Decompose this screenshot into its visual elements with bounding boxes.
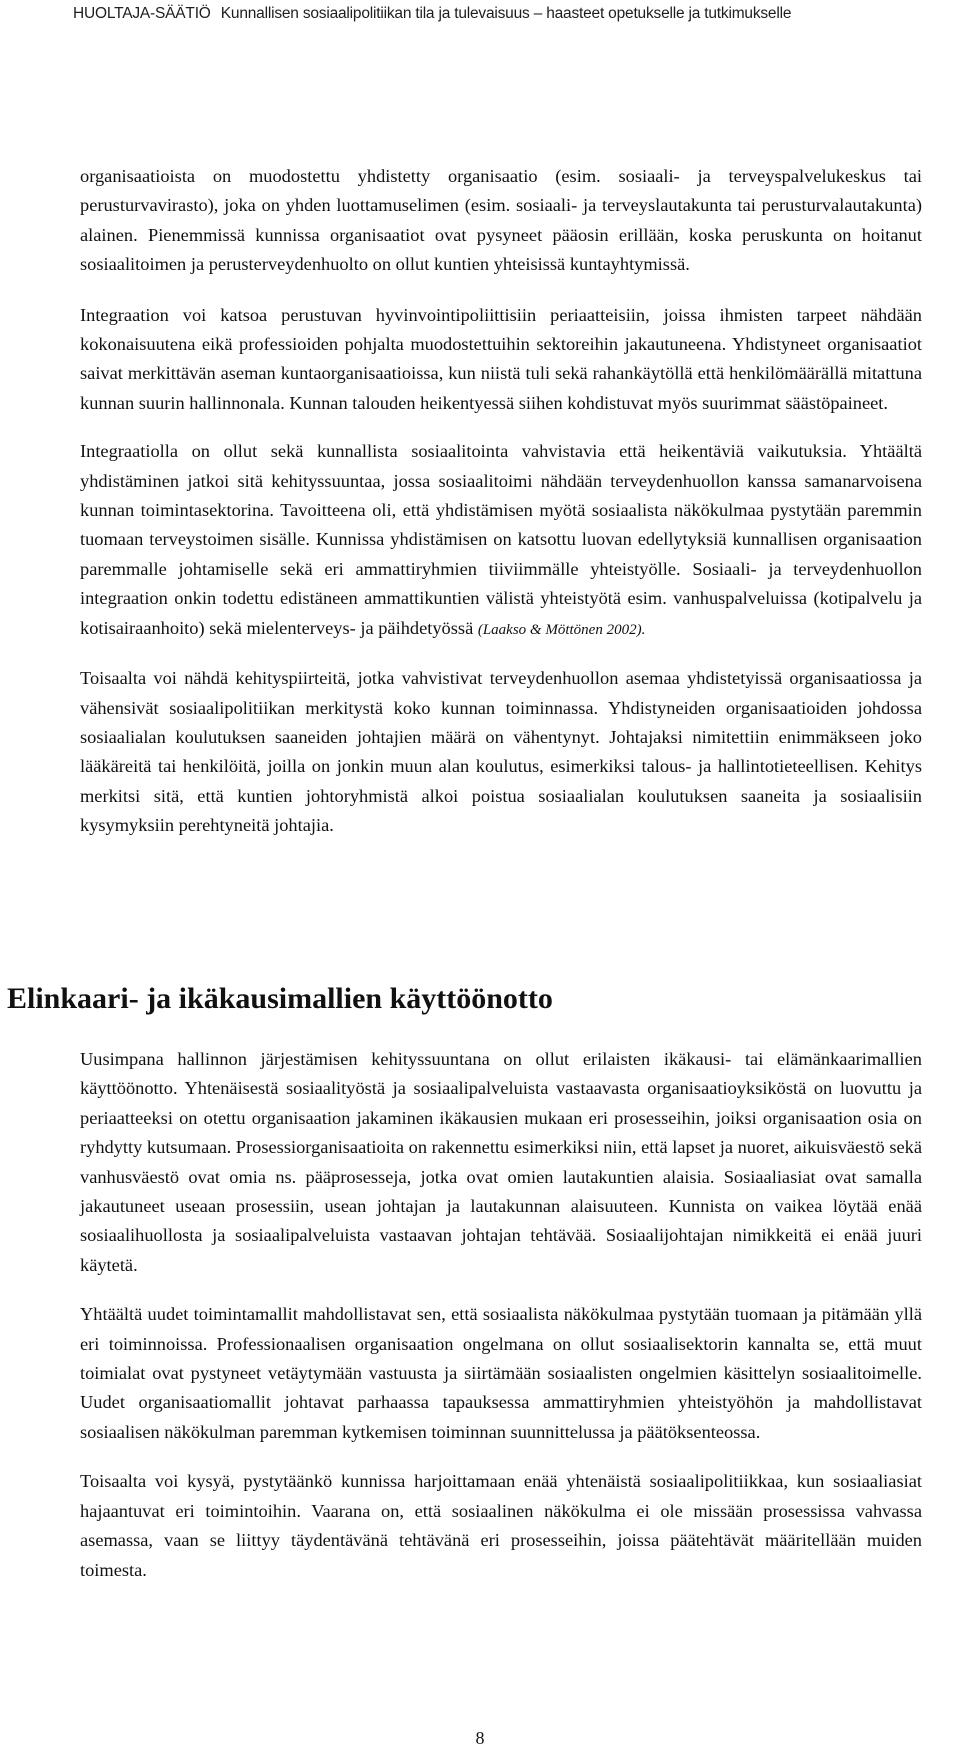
header-brand: HUOLTAJA-SÄÄTIÖ bbox=[73, 5, 211, 22]
paragraph: Yhtäältä uudet toimintamallit mahdollistavat sen, että sosiaalista näkökulmaa pystytään tuomaan ja pitämään yllä eri toiminnoissa. Professionaalisen organisaation ongelmana on ollut sosiaalisektorin kannalta se, että muut toimialat ovat pystyneet vetäytymään vastuusta ja siirtämään sosiaalisten ongelmien käsittelyn sosiaalitoimelle. Uudet organisaatiomallit johtavat parhaassa tapauksessa ammattiryhmien yhteistyöhön ja mahdollistavat sosiaalisen näkökulman paremman kytkemisen toiminnan suunnittelussa ja päätöksenteossa. bbox=[80, 1304, 922, 1442]
citation: (Laakso & Möttönen 2002). bbox=[477, 621, 646, 638]
paragraph: Integraation voi katsoa perustuvan hyvinvointipoliittisiin periaatteisiin, joissa ihmisten tarpeet nähdään kokonaisuutena eikä professioiden pohjalta muodostettuihin sektoreihin jakautuneena. Yhdistyneet organisaatiot saivat merkittävän aseman kuntaorganisaatioissa, kun niistä tuli sekä rahankäytöllä että henkilömäärällä mitattuna kunnan suurin hallinnonala. Kunnan talouden heikentyessä siihen kohdistuvat myös suurimmat säästöpaineet. bbox=[80, 304, 922, 413]
paragraph: Uusimpana hallinnon järjestämisen kehityssuuntana on ollut erilaisten ikäkausi- tai elämänkaarimallien käyttöönotto. Yhtenäisestä sosiaalityöstä ja sosiaalipalveluista vastaavasta organisaatioyksiköstä on luovuttu ja periaatteeksi on otettu organisaation jakaminen ikäkausien mukaan eri prosesseihin, joiksi organisaation osia on ryhdytty kutsumaan. Prosessiorganisaatioita on rakennettu esimerkiksi niin, että lapset ja nuoret, aikuisväestö sekä vanhusväestö ovat omia ns. pääprosesseja, jotka ovat omien lautakuntien alaisia. Sosiaaliasiat ovat samalla jakautuneet useaan prosessiin, usean johtajan ja lautakunnan alaisuuteen. Kunnista on vaikea löytää enää sosiaalihuollosta ja sosiaalipalveluista vastaavan johtajan tehtävää. Sosiaalijohtajan nimikkeitä ei enää juuri käytetä. bbox=[80, 1049, 922, 1275]
paragraph: Toisaalta voi nähdä kehityspiirteitä, jotka vahvistivat terveydenhuollon asemaa yhdistetyissä organisaatiossa ja vähensivät sosiaalipolitiikan merkitystä koko kunnan toiminnassa. Yhdistyneiden organisaatioiden johdossa sosiaalialan koulutuksen saaneiden johtajien määrä on vähentynyt. Johtajaksi nimitettiin enimmäkseen joko lääkäreitä tai henkilöitä, joilla on jonkin muun alan koulutus, esimerkiksi talous- ja hallintotieteellisen. Kehitys merkitsi sitä, että kuntien johtoryhmistä alkoi poistua sosiaalialan koulutuksen saaneita ja sosiaalisiin kysymyksiin perehtyneitä johtajia. bbox=[80, 668, 922, 836]
page-number: 8 bbox=[475, 1728, 485, 1748]
body-text-top bbox=[80, 162, 922, 860]
paragraph bbox=[80, 437, 922, 645]
section-heading: Elinkaari- ja ikäkausimallien käyttöönotto bbox=[7, 982, 553, 1015]
running-header bbox=[73, 5, 953, 23]
paragraph: organisaatioista on muodostettu yhdistetty organisaatio (esim. sosiaali- ja terveyspalvelukeskus tai perusturvavirasto), joka on yhden luottamuselimen (esim. sosiaali- ja terveyslautakunta tai perusturvalautakunta) alainen. Pienemmissä kunnissa organisaatiot ovat pysyneet pääosin erillään, koska peruskunta on hoitanut sosiaalitoimen ja perusterveydenhuolto on ollut kuntien yhteisissä kuntayhtymissä. bbox=[80, 166, 922, 275]
paragraph-text: Integraatiolla on ollut sekä kunnallista sosiaalitointa vahvistavia että heikentäviä vaikutuksia. Yhtäältä yhdistäminen jatkoi sitä kehityssuuntaa, jossa sosiaalitoimi nähdään terveydenhuollon kanssa samanarvoisena kunnan toimintasektorina. Tavoitteena oli, että yhdistämisen myötä sosiaalista näkökulmaa pystytään paremmin tuomaan terveystoimen sisälle. Kunnissa yhdistämisen on katsottu luovan edellytyksiä kunnallisen organisaation paremmalle johtamiselle sekä eri ammattiryhmien tiiviimmälle yhteistyölle. Sosiaali- ja terveydenhuollon integraation onkin todettu edistäneen ammattikuntien välistä yhteistyötä esim. vanhuspalveluissa (kotipalvelu ja kotisairaanhoito) sekä mielenterveys- ja päihdetyössä bbox=[80, 441, 922, 638]
body-text-bottom bbox=[80, 1045, 922, 1605]
paragraph: Toisaalta voi kysyä, pystytäänkö kunnissa harjoittamaan enää yhtenäistä sosiaalipolitiikkaa, kun sosiaaliasiat hajaantuvat eri toimintoihin. Vaarana on, että sosiaalinen näkökulma ei ole missään prosessissa vahvassa asemassa, vaan se liittyy täydentävänä tehtävänä eri prosesseihin, joissa päätehtävät määritellään muiden toimesta. bbox=[80, 1471, 922, 1580]
header-title: Kunnallisen sosiaalipolitiikan tila ja tulevaisuus – haasteet opetukselle ja tutkimukselle bbox=[220, 5, 792, 22]
